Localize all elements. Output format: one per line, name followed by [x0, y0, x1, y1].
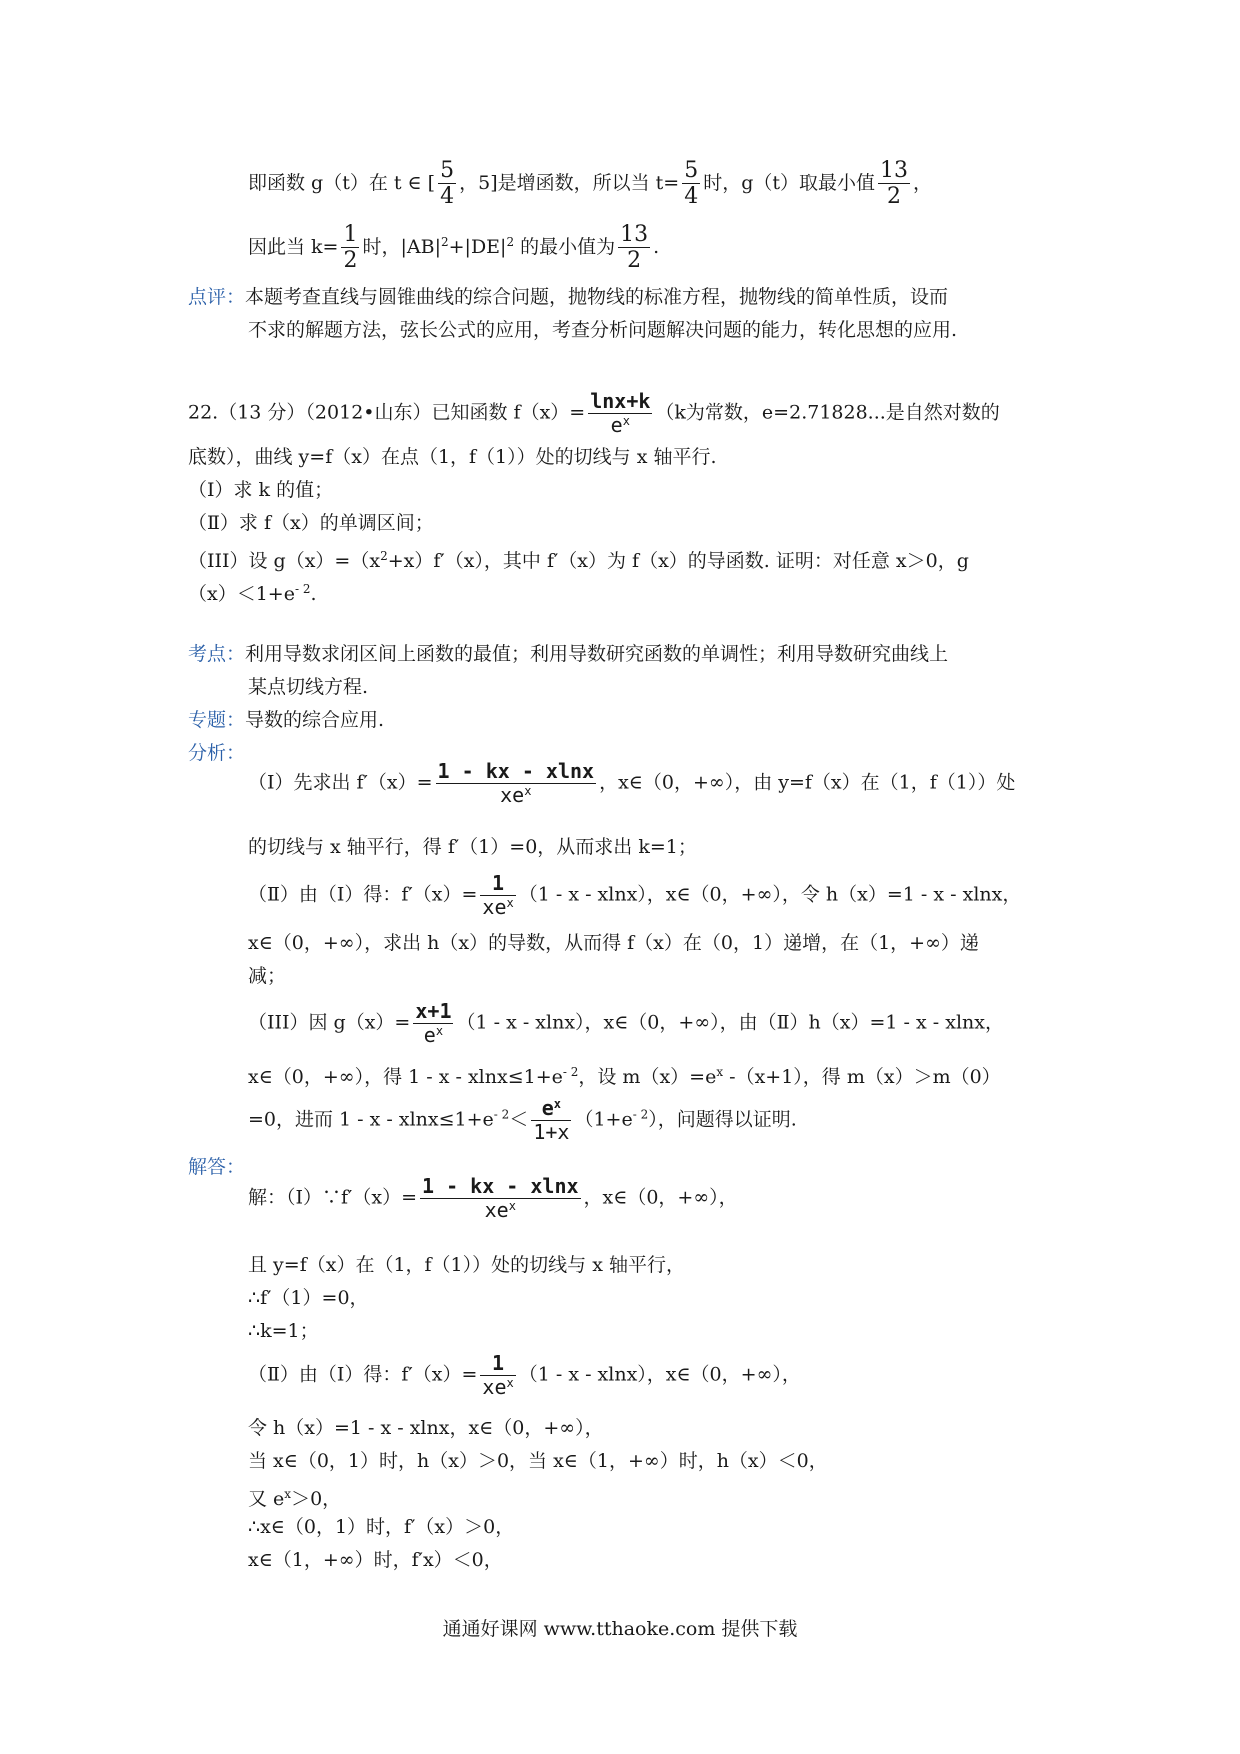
text-line — [248, 1446, 828, 1476]
text: （Ⅱ）由（Ⅰ）得：f′（x）= — [248, 883, 478, 906]
text: 5 — [478, 171, 491, 194]
text-line — [248, 158, 932, 210]
text-line — [248, 1283, 369, 1313]
denominator: 1+x — [533, 1120, 570, 1144]
text: ），问题得以证明. — [648, 1108, 797, 1131]
fraction — [341, 222, 359, 274]
comment-label: 点评： — [188, 286, 246, 308]
denominator: 4 — [440, 184, 455, 210]
text: （1+e — [574, 1108, 633, 1131]
text: ∴x∈（0，1）时，f′（x）＞0， — [248, 1516, 515, 1538]
text: ，x∈（0，+∞），由 y=f（x）在（1，f（1））处 — [599, 771, 1016, 794]
text: 的最小值为 — [514, 235, 616, 258]
text-line — [248, 672, 368, 702]
denominator: 2 — [343, 248, 358, 274]
text: （1 - x - xlnx），x∈（0，+∞），由（Ⅱ）h（x）=1 - x - xlnx， — [456, 1011, 1004, 1034]
text: （Ⅰ）先求出 f′（x）= — [248, 771, 433, 794]
text-line — [188, 475, 333, 505]
fraction — [618, 222, 650, 274]
text-line — [248, 1352, 801, 1399]
text: （III）设 g（x）=（x — [188, 550, 381, 572]
text-line — [248, 961, 286, 991]
text: 的切线与 x 轴平行，得 f′（1）=0，从而求出 k=1； — [248, 836, 697, 858]
superscript: 2 — [506, 234, 515, 249]
text: ∴f′（1）=0， — [248, 1287, 369, 1309]
text: 某点切线方程. — [248, 676, 369, 698]
superscript: x — [553, 1097, 562, 1111]
numerator: 1 — [480, 1352, 515, 1376]
numerator: 1 - kx - xlnx — [437, 759, 595, 783]
kaodian-label: 考点： — [188, 643, 246, 665]
numerator: 1 — [480, 872, 515, 896]
text-line — [188, 442, 717, 472]
fraction — [420, 1175, 581, 1222]
text-line — [248, 1512, 514, 1542]
page-footer: 通通好课网 www.tthaoke.com 提供下载 — [442, 1618, 798, 1640]
text: 时，|AB| — [362, 235, 441, 258]
text-line — [248, 1097, 797, 1144]
text-line — [248, 1479, 341, 1514]
text: 减； — [248, 965, 287, 987]
text-line — [248, 1000, 1004, 1047]
text: 导数的综合应用. — [245, 709, 385, 731]
text: （Ⅱ）求 f（x）的单调区间； — [188, 512, 434, 534]
numerator: lnx+k — [590, 389, 651, 413]
text: ＜ — [509, 1108, 529, 1131]
numerator: x+1 — [415, 999, 452, 1023]
text: ＞0， — [291, 1488, 342, 1510]
text: 时，g（t）取最小值 — [703, 171, 876, 194]
text: xe — [482, 1375, 507, 1399]
superscript: x — [435, 1024, 444, 1038]
text-line — [188, 574, 317, 609]
zhuanti-section — [188, 705, 384, 735]
text: ， — [913, 171, 933, 194]
text: 即函数 g（t）在 t ∈ — [248, 171, 428, 194]
superscript: x — [284, 1487, 292, 1501]
text-line — [248, 1250, 685, 1280]
text-line — [248, 1316, 319, 1346]
text: ，设 m（x）=e — [578, 1066, 717, 1088]
text-line — [248, 1057, 1001, 1092]
text: （III）因 g（x）= — [248, 1011, 411, 1034]
text: e — [610, 413, 623, 437]
denominator — [480, 896, 515, 919]
text-line — [248, 760, 1015, 807]
comment-section — [188, 282, 948, 312]
text: ]是增函数，所以当 t= — [490, 171, 680, 194]
fenxi-label: 分析： — [188, 742, 246, 764]
jieda-label: 解答： — [188, 1156, 246, 1178]
fraction — [531, 1097, 571, 1144]
text: ， — [459, 171, 479, 194]
text: 令 h（x）=1 - x - xlnx，x∈（0，+∞）， — [248, 1417, 604, 1439]
numerator: 1 — [343, 222, 358, 247]
fraction — [878, 158, 910, 210]
text: x∈（0，+∞），求出 h（x）的导数，从而得 f（x）在（0，1）递增，在（1，+∞）递 — [248, 932, 979, 954]
text: 又 e — [248, 1488, 285, 1510]
denominator — [436, 784, 597, 807]
fraction — [480, 1352, 515, 1399]
text: +x）f′（x），其中 f′（x）为 f（x）的导函数. 证明：对任意 x＞0，g — [387, 550, 969, 572]
text: 底数），曲线 y=f（x）在点（1，f（1））处的切线与 x 轴平行. — [188, 446, 717, 468]
superscript: - 2 — [632, 1107, 649, 1122]
text: ∴k=1； — [248, 1320, 319, 1342]
text-line — [248, 832, 697, 862]
superscript: x — [506, 896, 514, 910]
text: 22.（13 分）（2012•山东）已知函数 f（x）= — [188, 401, 586, 424]
text: 因此当 k= — [248, 235, 339, 258]
denominator — [420, 1199, 581, 1222]
jieda-label-line — [188, 1152, 245, 1182]
superscript: x — [622, 414, 630, 428]
numerator — [531, 1097, 571, 1121]
text: x∈（0，+∞），得 1 - x - xlnx≤1+e — [248, 1066, 563, 1088]
text: 解：（Ⅰ）∵f′（x）= — [248, 1186, 417, 1209]
text: +|DE| — [448, 235, 507, 258]
text: 本题考查直线与圆锥曲线的综合问题，抛物线的标准方程，抛物线的简单性质，设而 — [245, 286, 949, 308]
superscript: 2 — [440, 234, 449, 249]
text: . — [653, 235, 660, 258]
fraction — [413, 1000, 453, 1047]
text: xe — [484, 1198, 509, 1222]
numerator: 1 - kx - xlnx — [422, 1174, 579, 1198]
fraction — [682, 158, 700, 210]
text-line — [248, 1413, 604, 1443]
denominator: 2 — [887, 184, 902, 210]
superscript: 2 — [380, 549, 388, 563]
numerator: 13 — [880, 158, 909, 183]
text: （k为常数，e=2.71828...是自然对数的 — [655, 401, 1000, 424]
fraction — [438, 158, 456, 210]
numerator: 5 — [440, 158, 455, 183]
text: 且 y=f（x）在（1，f（1））处的切线与 x 轴平行， — [248, 1254, 685, 1276]
superscript: - 2 — [493, 1107, 510, 1122]
fenxi-label-line — [188, 738, 245, 768]
text-line — [248, 872, 1021, 919]
text: xe — [500, 783, 525, 807]
text-line — [248, 928, 979, 958]
kaodian-section — [188, 639, 948, 669]
text: -（x+1），得 m（x）＞m（0） — [723, 1066, 1001, 1088]
fraction — [588, 390, 652, 437]
text-line — [248, 315, 957, 345]
fraction — [436, 760, 597, 807]
denominator — [480, 1376, 515, 1399]
text: =0，进而 1 - x - xlnx≤1+e — [248, 1108, 494, 1131]
text-line — [188, 508, 434, 538]
text: . — [310, 583, 317, 605]
text: x∈（1，+∞）时，f′x）＜0， — [248, 1549, 503, 1571]
text: （x）＜1+e — [188, 583, 295, 605]
text: 利用导数求闭区间上函数的最值；利用导数研究函数的单调性；利用导数研究曲线上 — [245, 643, 949, 665]
text-line — [248, 1545, 503, 1575]
superscript: x — [524, 784, 532, 798]
text: （Ⅱ）由（Ⅰ）得：f′（x）= — [248, 1363, 478, 1386]
superscript: x — [508, 1199, 516, 1213]
superscript: x — [716, 1065, 724, 1079]
numerator: 13 — [620, 222, 649, 247]
denominator — [413, 1024, 453, 1047]
text: ，x∈（0，+∞）， — [583, 1186, 738, 1209]
denominator: 4 — [684, 184, 699, 210]
text: [ — [427, 171, 436, 194]
denominator — [588, 414, 652, 437]
text-line — [248, 222, 659, 274]
fraction — [480, 872, 515, 919]
text: e — [423, 1023, 436, 1047]
text: （1 - x - xlnx），x∈（0，+∞）， — [518, 1363, 801, 1386]
text: （Ⅰ）求 k 的值； — [188, 479, 334, 501]
problem-heading — [188, 390, 1000, 437]
superscript: x — [506, 1376, 514, 1390]
text: 不求的解题方法，弦长公式的应用，考查分析问题解决问题的能力，转化思想的应用. — [248, 319, 958, 341]
denominator: 2 — [627, 248, 642, 274]
zhuanti-label: 专题： — [188, 709, 246, 731]
text: e — [541, 1096, 554, 1120]
text: 当 x∈（0，1）时，h（x）＞0，当 x∈（1，+∞）时，h（x）＜0， — [248, 1450, 828, 1472]
text: xe — [482, 895, 507, 919]
text-line — [248, 1175, 738, 1222]
text-line — [188, 541, 969, 576]
text: （1 - x - xlnx），x∈（0，+∞），令 h（x）=1 - x - xlnx， — [518, 883, 1022, 906]
superscript: - 2 — [294, 582, 311, 596]
superscript: - 2 — [562, 1065, 579, 1079]
numerator: 5 — [684, 158, 699, 183]
